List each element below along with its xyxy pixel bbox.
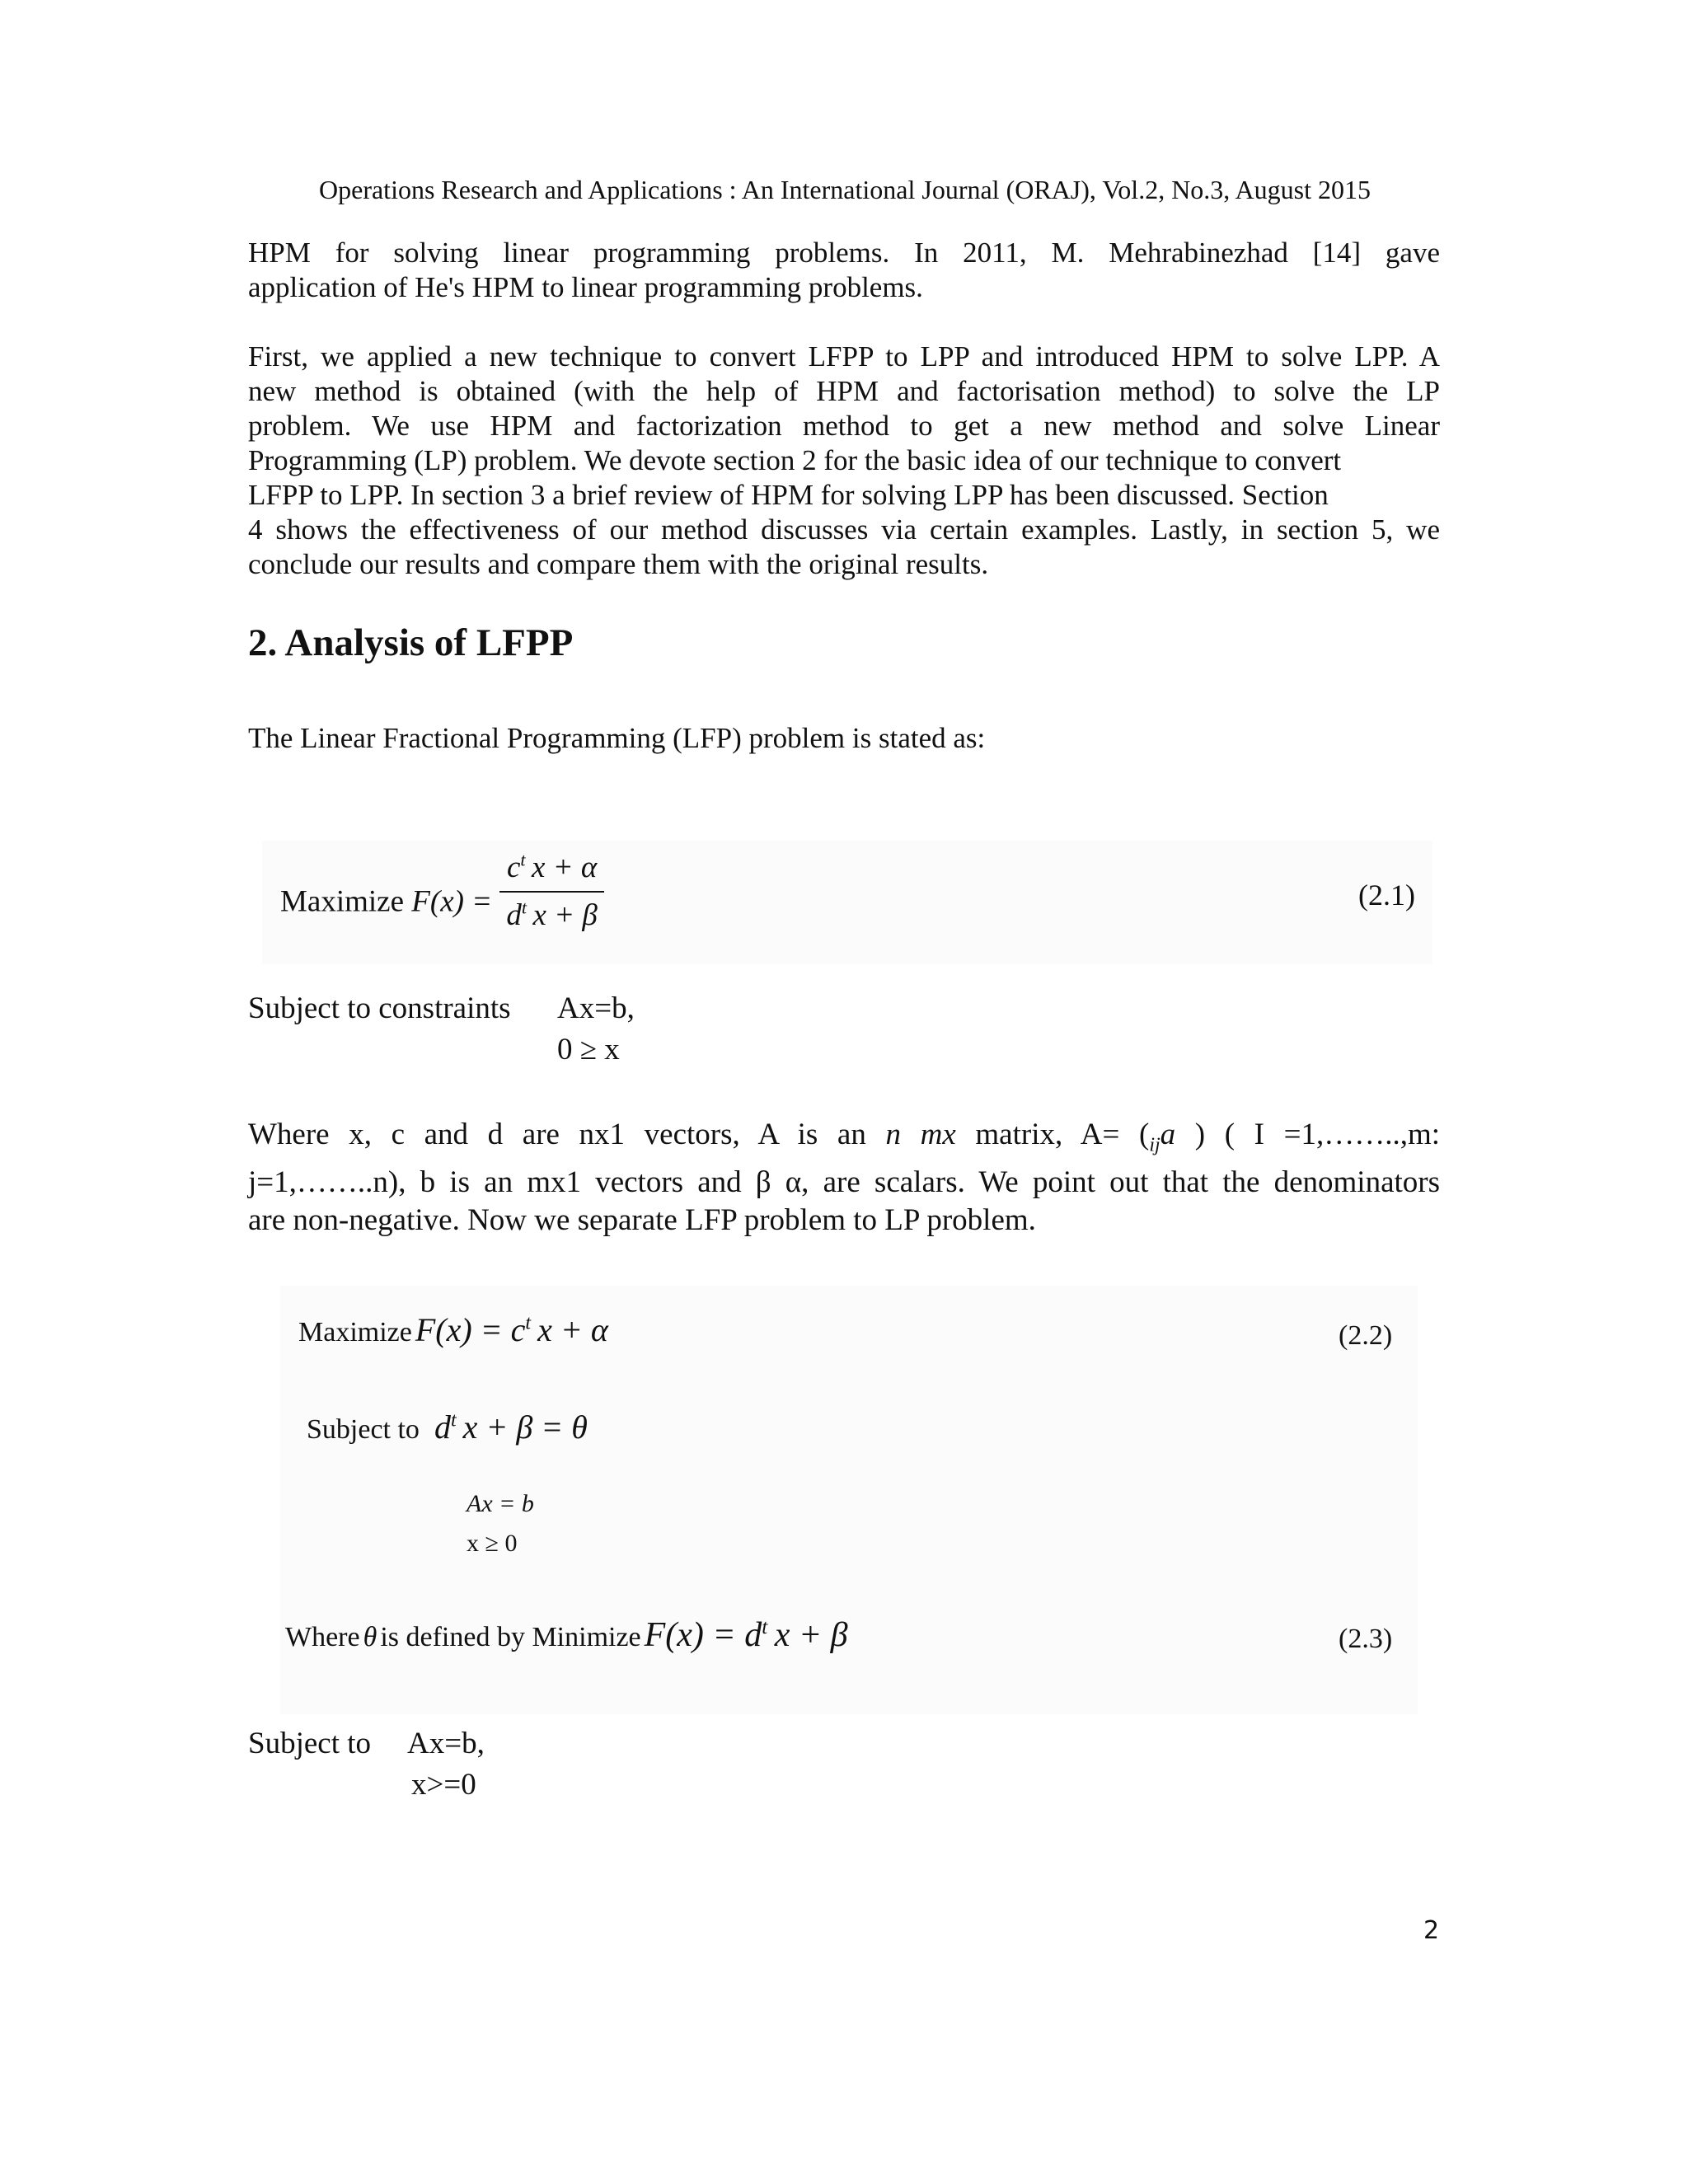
paragraph-line: conclude our results and compare them with the original results. bbox=[248, 548, 989, 580]
paragraph-line: new method is obtained (with the help of HPM and factorisation method) to solve the LP bbox=[248, 375, 1440, 407]
constraint-nonneg: 0 ≥ x bbox=[557, 1033, 620, 1066]
fraction-denominator: $d^t$ x + β bbox=[506, 897, 598, 932]
page-number: 2 bbox=[1423, 1916, 1440, 1945]
paragraph-line: LFPP to LPP. In section 3 a brief review of HPM for solving LPP has been discussed. Section bbox=[248, 479, 1329, 511]
equation-label-2-1: (2.1) bbox=[1358, 879, 1415, 912]
equation-2-3 bbox=[285, 1615, 848, 1655]
constraints-label-2: Subject to bbox=[248, 1727, 372, 1760]
constraint-x-nonneg-2: x>=0 bbox=[411, 1768, 476, 1802]
paragraph-line: 4 shows the effectiveness of our method discusses via certain examples. Lastly, in section 5, we bbox=[248, 513, 1440, 546]
fraction-numerator: $c^t$ x + α bbox=[499, 845, 603, 893]
defined-by-text: is defined by Minimize bbox=[380, 1622, 641, 1652]
paragraph-line: HPM for solving linear programming problems. In 2011, M. Mehrabinezhad [14] gave bbox=[248, 237, 1440, 269]
running-header: Operations Research and Applications : An International Journal (ORAJ), Vol.2, No.3, August 2015 bbox=[319, 175, 1371, 204]
equation-2-2-subject bbox=[307, 1408, 588, 1446]
paragraph-overview bbox=[248, 340, 1440, 582]
paragraph-line: First, we applied a new technique to convert LFPP to LPP and introduced HPM to solve LPP. A bbox=[248, 340, 1440, 373]
maximize-word: Maximize bbox=[298, 1317, 412, 1347]
maximize-word: Maximize bbox=[280, 884, 405, 919]
paragraph-line: Where x, c and d are nx1 vectors, A is an n mx matrix, $A= (_{ij}a$ ) ( I =1,……..,m: bbox=[248, 1118, 1441, 1156]
equation-2-1-block bbox=[262, 841, 1432, 964]
objective-expression: $F(x) = c^t$ x + α bbox=[415, 1311, 608, 1348]
paragraph-intro-continued bbox=[248, 236, 1440, 305]
where-word: Where bbox=[285, 1622, 360, 1652]
subject-to-word: Subject to bbox=[307, 1414, 420, 1445]
objective-fraction bbox=[499, 845, 603, 939]
paragraph-line: j=1,……..n), b is an mx1 vectors and β α, are scalars. We point out that the denominators bbox=[248, 1165, 1440, 1200]
paragraph-line: application of He's HPM to linear programming problems. bbox=[248, 271, 923, 303]
minimize-expression: $F(x) = d^t$ x + β bbox=[644, 1616, 848, 1654]
paragraph-line: are non-negative. Now we separate LFP problem to LP problem. bbox=[248, 1203, 1036, 1238]
theta-symbol: θ bbox=[363, 1622, 377, 1652]
paragraph-where bbox=[248, 1116, 1440, 1240]
subject-expression: $d^t$ x + β = θ bbox=[434, 1408, 588, 1446]
equation-label-2-3: (2.3) bbox=[1339, 1624, 1393, 1654]
paragraph-line: Programming (LP) problem. We devote section 2 for the basic idea of our technique to convert bbox=[248, 444, 1342, 476]
equation-2-2-block bbox=[280, 1286, 1418, 1714]
constraint-ax-b: Ax = b bbox=[467, 1490, 534, 1517]
objective-lhs: F(x) = bbox=[411, 884, 493, 919]
constraints-label: Subject to constraints bbox=[248, 991, 511, 1025]
paragraph-line: problem. We use HPM and factorization method to get a new method and solve Linear bbox=[248, 410, 1440, 442]
section-heading: 2. Analysis of LFPP bbox=[248, 621, 574, 664]
constraint-ax-b-2: Ax=b, bbox=[407, 1727, 485, 1760]
equation-label-2-2: (2.2) bbox=[1339, 1320, 1393, 1351]
lfp-intro-text: The Linear Fractional Programming (LFP) problem is stated as: bbox=[248, 722, 986, 754]
constraint-ax-b: Ax=b, bbox=[557, 991, 635, 1025]
equation-2-2 bbox=[298, 1310, 608, 1349]
constraint-x-nonneg: x ≥ 0 bbox=[467, 1530, 518, 1557]
